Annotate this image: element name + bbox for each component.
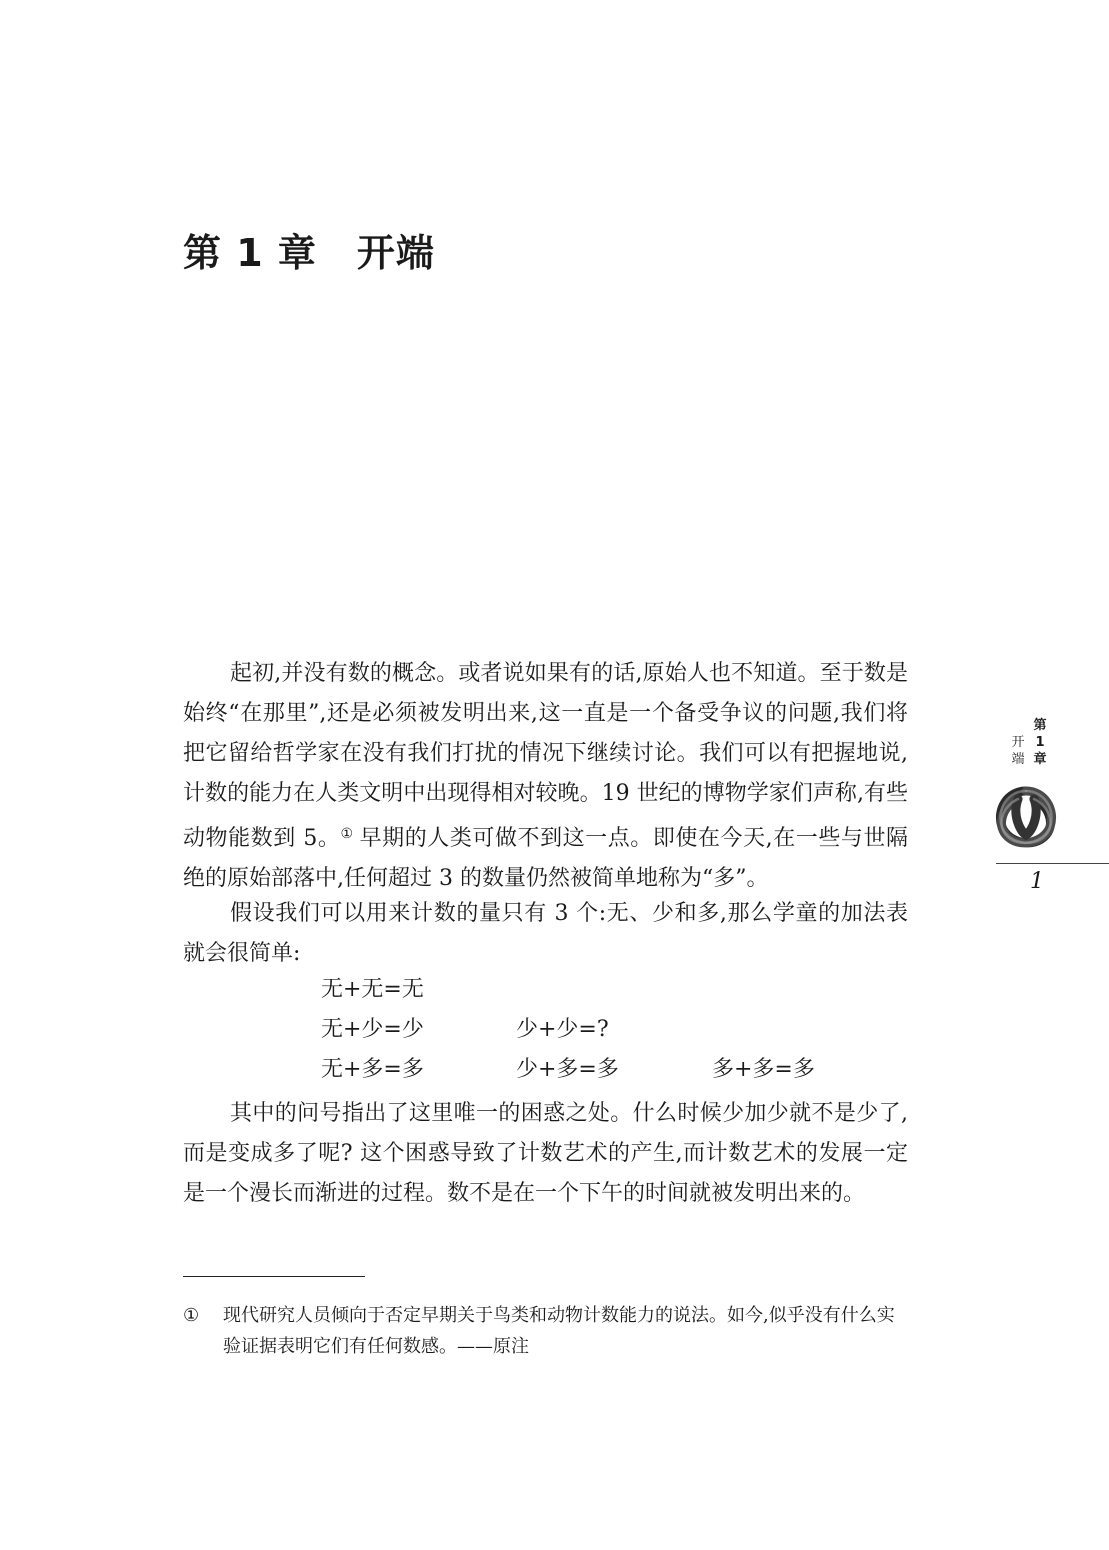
table-row xyxy=(321,970,881,1010)
footnote-ref[interactable]: ① xyxy=(340,826,354,842)
table-cell: 无+少=少 xyxy=(321,1017,424,1042)
table-cell: 少+多=多 xyxy=(516,1057,619,1082)
trefoil-knot-icon xyxy=(990,779,1062,855)
chapter-heading xyxy=(183,222,435,277)
page-number: 1 xyxy=(1030,869,1044,894)
table-cell: 无+多=多 xyxy=(321,1057,424,1082)
footnote-divider xyxy=(183,1276,365,1277)
paragraph-1-text: 起初,并没有数的概念。或者说如果有的话,原始人也不知道。至于数是始终“在那里”,还是必须被发明出来,这一直是一个备受争议的问题,我们将把它留给哲学家在没有我们打扰的情况下继续讨论。我们可以有把握地说,计数的能力在人类文明中出现得相对较晚。19 世纪的博物学家们声称,有些动物能数到 5。 xyxy=(183,661,908,851)
table-row xyxy=(321,1010,881,1050)
table-cell: 无+无=无 xyxy=(321,977,424,1002)
paragraph-3: 其中的问号指出了这里唯一的困惑之处。什么时候少加少就不是少了,而是变成多了呢? 这个困惑导致了计数艺术的产生,而计数艺术的发展一定是一个漫长而渐进的过程。数不是在一个下午的时间就被发明出来的。 xyxy=(183,1101,908,1206)
footnote xyxy=(183,1300,908,1362)
table-row xyxy=(321,1050,881,1090)
addition-table xyxy=(321,970,881,1090)
paragraph-1-continued: 早期的人类可做不到这一点。即使在今天,在一些与世隔绝的原始部落中,任何超过 3 的数量仍然被简单地称为“多”。 xyxy=(183,826,908,891)
chapter-title: 开端 xyxy=(356,231,435,275)
table-cell: 少+少=? xyxy=(516,1017,609,1042)
footnote-text: 现代研究人员倾向于否定早期关于鸟类和动物计数能力的说法。如今,似乎没有什么实验证据表明它们有任何数感。——原注 xyxy=(223,1305,895,1357)
chapter-side-tab xyxy=(990,717,1109,897)
paragraph-1 xyxy=(183,654,908,899)
footnote-mark: ① xyxy=(183,1305,200,1326)
chapter-number: 第 1 章 xyxy=(183,231,317,275)
side-chapter-label: 第1章 xyxy=(1033,718,1047,767)
table-cell: 多+多=多 xyxy=(712,1057,815,1082)
side-divider xyxy=(996,863,1109,864)
paragraph-2: 假设我们可以用来计数的量只有 3 个:无、少和多,那么学童的加法表就会很简单: xyxy=(183,901,908,966)
side-chapter-title: 开端 xyxy=(1011,735,1025,767)
